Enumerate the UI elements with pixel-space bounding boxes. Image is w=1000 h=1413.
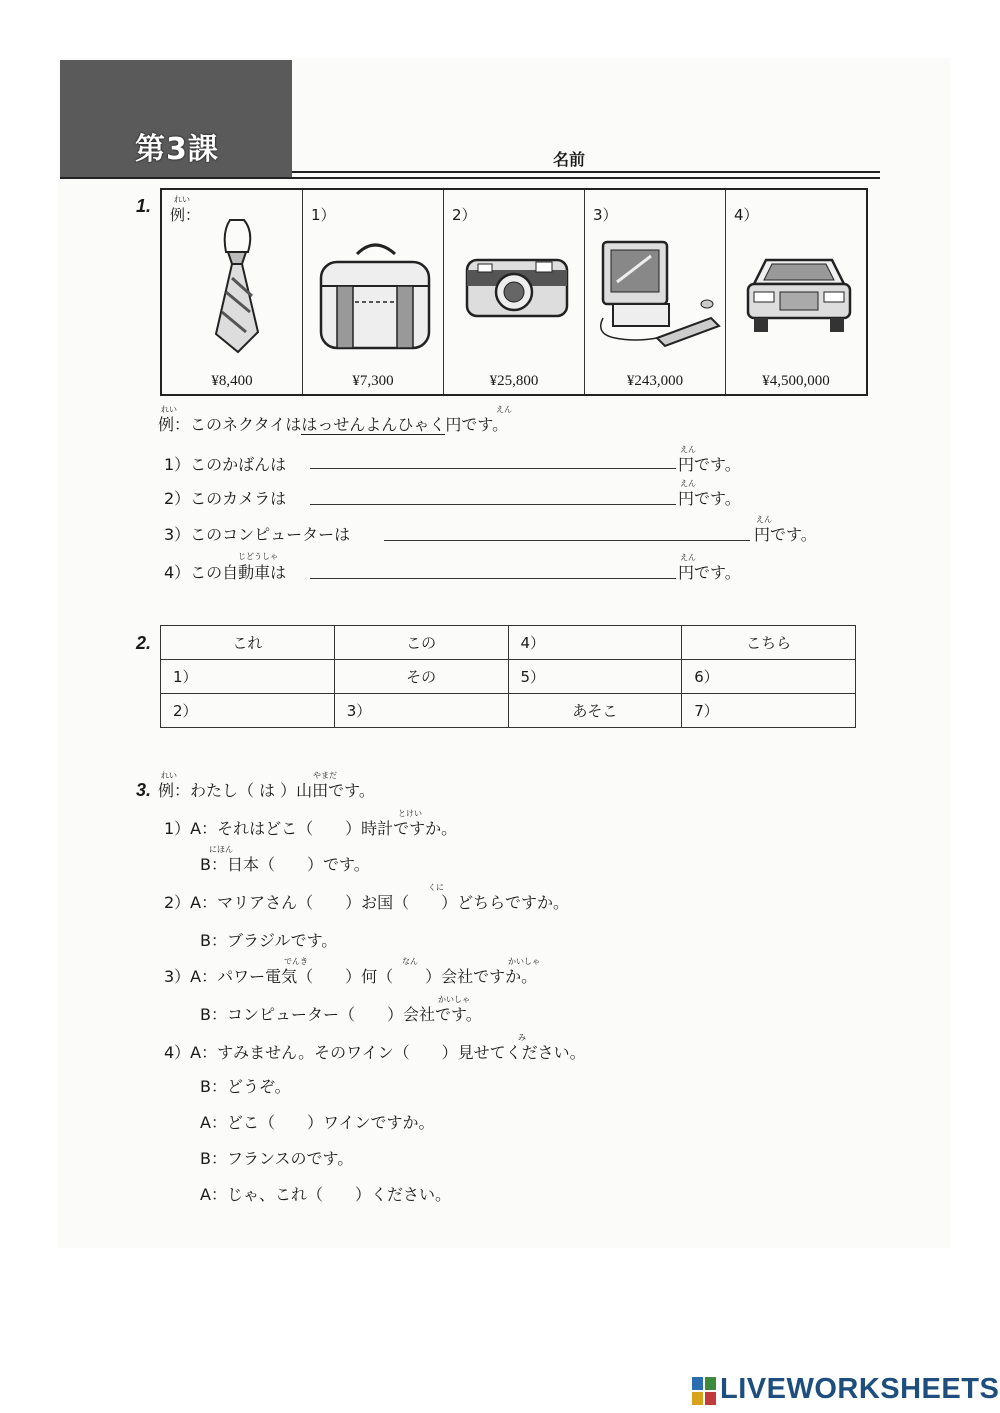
name-label: 名前 <box>553 150 586 169</box>
ruby: やまだ <box>313 771 337 780</box>
ruby: れい <box>161 405 177 414</box>
table-cell-blank[interactable]: 5） <box>508 660 682 694</box>
ruby: とけい <box>398 809 422 818</box>
answer-blank-1[interactable] <box>310 468 676 469</box>
q1-4-suffix: 円です。 <box>678 563 741 582</box>
q1-3-suffix: 円です。 <box>754 525 817 544</box>
answer-blank-4[interactable] <box>310 578 676 579</box>
ruby: にほん <box>209 845 233 854</box>
necktie-icon <box>202 212 272 362</box>
q3-line: B：日本（ ）です。 <box>200 855 370 874</box>
item-label: 4） <box>734 206 759 224</box>
section-3-example: 例：わたし（ は ）山田です。 <box>158 781 375 800</box>
table-cell-blank[interactable]: 4） <box>508 626 682 660</box>
q3-line: B：ブラジルです。 <box>200 931 338 950</box>
table-row <box>161 694 856 728</box>
item-4 <box>726 190 866 394</box>
item-price: ¥8,400 <box>211 373 253 389</box>
liveworksheets-brand[interactable]: LIVEWORKSHEETS <box>720 1373 1000 1405</box>
item-label: 1） <box>311 206 336 224</box>
table-row <box>161 626 856 660</box>
computer-icon <box>595 238 725 350</box>
ruby: み <box>518 1033 526 1042</box>
q1-2-suffix: 円です。 <box>678 489 741 508</box>
table-cell-blank[interactable]: 7） <box>682 694 856 728</box>
q1-4-text: 4）この自動車は <box>164 563 287 582</box>
q3-line: 1）A：それはどこ（ ）時計ですか。 <box>164 819 458 838</box>
item-price: ¥243,000 <box>626 373 684 389</box>
ruby: えん <box>680 553 696 562</box>
table-cell: これ <box>161 626 335 660</box>
section-3-number: 3. <box>136 780 152 800</box>
ruby: えん <box>680 479 696 488</box>
section-1-number: 1. <box>136 196 152 216</box>
item-3 <box>585 190 726 394</box>
table-cell-blank[interactable]: 3） <box>334 694 508 728</box>
item-label: 2） <box>452 206 477 224</box>
table-cell: その <box>334 660 508 694</box>
name-line <box>292 171 880 173</box>
table-cell: この <box>334 626 508 660</box>
q3-line: A：じゃ、これ（ ）ください。 <box>200 1185 451 1204</box>
ruby: くに <box>428 883 444 892</box>
q1-1-text: 1）このかばんは <box>164 455 287 474</box>
example-answer: はっせんよんひゃく <box>301 415 446 434</box>
item-label: 3） <box>593 206 618 224</box>
lesson-title: 第3課 <box>135 132 219 167</box>
ruby: じどうしゃ <box>238 552 278 561</box>
q1-2-text: 2）このカメラは <box>164 489 287 508</box>
ruby: れい <box>161 771 177 780</box>
liveworksheets-logo-icon <box>692 1377 716 1405</box>
example-sentence <box>158 412 508 435</box>
q1-1-suffix: 円です。 <box>678 455 741 474</box>
ruby: でんき <box>284 957 308 966</box>
ruby: えん <box>756 515 772 524</box>
car-icon <box>746 250 852 336</box>
table-cell: あそこ <box>508 694 682 728</box>
demonstratives-table <box>160 625 856 728</box>
ruby: えん <box>680 445 696 454</box>
ruby: えん <box>496 405 512 414</box>
ruby: なん <box>402 957 418 966</box>
example-prefix: 例：このネクタイは <box>158 415 302 434</box>
q1-3-text: 3）このコンピューターは <box>164 525 351 544</box>
ruby: かいしゃ <box>438 995 470 1004</box>
ruby: かいしゃ <box>508 957 540 966</box>
q3-line: B：コンピューター（ ）会社です。 <box>200 1005 482 1024</box>
item-price: ¥25,800 <box>489 373 539 389</box>
q3-line: B：フランスのです。 <box>200 1149 354 1168</box>
q3-line: 4）A：すみません。そのワイン（ ）見せてください。 <box>164 1043 586 1062</box>
section-2-number: 2. <box>136 633 152 653</box>
answer-blank-2[interactable] <box>310 504 676 505</box>
example-suffix: 円です。 <box>445 415 509 434</box>
item-label: 例： <box>170 206 201 224</box>
answer-blank-3[interactable] <box>384 540 750 541</box>
table-cell-blank[interactable]: 1） <box>161 660 335 694</box>
q3-line: 2）A：マリアさん（ ）お国（ ）どちらですか。 <box>164 893 569 912</box>
table-cell-blank[interactable]: 2） <box>161 694 335 728</box>
item-example <box>162 190 303 394</box>
item-1 <box>303 190 444 394</box>
table-row <box>161 660 856 694</box>
item-price: ¥7,300 <box>352 373 394 389</box>
q3-line: A：どこ（ ）ワインですか。 <box>200 1113 435 1132</box>
bag-icon <box>315 236 437 358</box>
q3-line: 3）A：パワー電気（ ）何（ ）会社ですか。 <box>164 967 538 986</box>
table-cell: こちら <box>682 626 856 660</box>
q3-line: B：どうぞ。 <box>200 1077 291 1096</box>
table-cell-blank[interactable]: 6） <box>682 660 856 694</box>
item-price: ¥4,500,000 <box>762 373 830 389</box>
item-2 <box>444 190 585 394</box>
header-rule <box>60 177 880 179</box>
camera-icon <box>464 252 572 324</box>
ruby: れい <box>174 195 190 204</box>
section-1-picture-grid <box>160 188 868 396</box>
